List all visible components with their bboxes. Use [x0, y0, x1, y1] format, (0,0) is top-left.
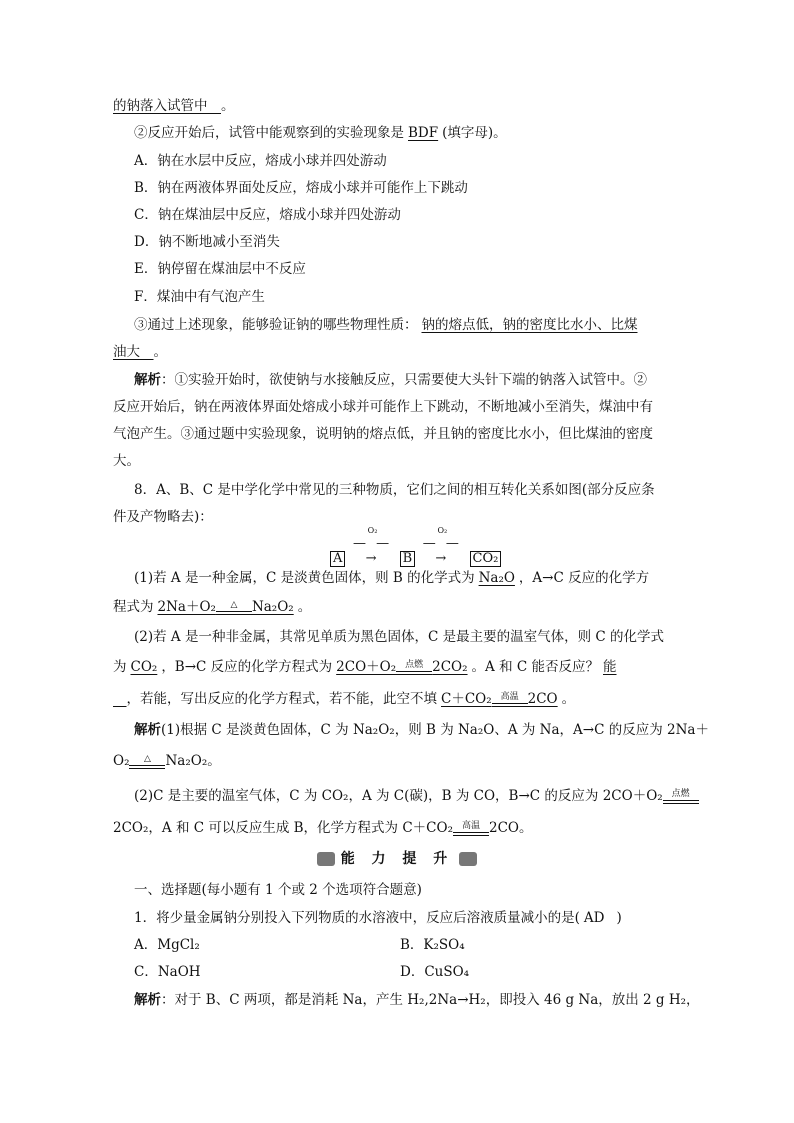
- equation-left: C＋CO₂: [441, 691, 492, 707]
- condition-label: 点燃: [405, 659, 424, 670]
- question-text: ，A→C 反应的化学方: [518, 570, 650, 586]
- question-8: 8．A、B、C 是中学化学中常见的三种物质，它们之间的相互转化关系如图(部分反应条: [134, 482, 655, 498]
- answer-blank: Na₂O: [478, 570, 515, 586]
- arrow-label: O₂: [437, 526, 448, 535]
- analysis-1-line-4: 大。: [113, 453, 140, 469]
- section-heading: [0, 848, 794, 868]
- question-text: 1．将少量金属钠分别投入下列物质的水溶液中，反应后溶液质量减小的是(: [134, 910, 580, 926]
- condition-mark: [663, 790, 699, 804]
- analysis-text: (1)根据 C 是淡黄色固体，C 为 Na₂O₂，则 B 为 Na₂O、A 为 Na，A→C 的反应为 2Na＋: [161, 722, 709, 738]
- question-8-cont: 件及产物略去)：: [113, 509, 213, 525]
- option-a: A．钠在水层中反应，熔成小球并四处游动: [134, 153, 387, 169]
- arrow-label: O₂: [367, 526, 378, 535]
- choice-a: A．MgCl₂: [134, 937, 200, 953]
- line-3: [134, 316, 642, 334]
- punctuation: 。: [297, 599, 312, 615]
- option-e: E．钠停留在煤油层中不反应: [134, 261, 306, 277]
- part-heading: 一、选择题(每小题有 1 个或 2 个选项符合题意): [134, 882, 422, 898]
- quote-open-icon: [317, 852, 335, 866]
- scheme-arrow-1: O₂ — —→: [350, 536, 396, 566]
- analysis-4: [134, 991, 700, 1009]
- option-c: C．钠在煤油层中反应，熔成小球并四处游动: [134, 207, 401, 223]
- choice-d: D．CuSO₄: [400, 964, 470, 980]
- answer-blank: 的钠落入试管中: [113, 98, 208, 114]
- analysis-text: 2CO₂，A 和 C 可以反应生成 B，化学方程式为 C＋CO₂: [113, 820, 453, 836]
- condition-mark: [129, 755, 165, 769]
- sub-question-2-cont: [113, 658, 621, 676]
- line-2: [134, 124, 507, 142]
- question-text: ，B→C 反应的化学方程式为: [161, 659, 333, 675]
- analysis-1-line-3: 气泡产生。③通过题中实验现象，说明钠的熔点低，并且钠的密度比水小，但比煤油的密度: [113, 426, 653, 442]
- analysis-1-line-2: 反应开始后，钠在两液体界面处熔成小球并可能作上下跳动，不断地减小至消失，煤油中有: [113, 399, 653, 415]
- choice-c: C．NaOH: [134, 964, 201, 980]
- condition-label: 高温: [500, 691, 519, 702]
- analysis-text: ：对于 B、C 两项，都是消耗 Na，产生 H₂,2Na→H₂，即投入 46 g Na，放出 2 g H₂，: [161, 992, 700, 1008]
- analysis-label: 解析: [134, 722, 161, 738]
- equation-right: 2CO₂: [432, 659, 468, 675]
- section-title: 能 力 提 升: [340, 851, 454, 867]
- line-3-cont: 油大 。: [113, 344, 167, 360]
- sub-question-1: [134, 569, 649, 587]
- analysis-3: [134, 787, 699, 805]
- condition-label: 点燃: [671, 788, 690, 799]
- equation-left: 2CO＋O₂: [336, 659, 397, 675]
- sub-question-1-cont: [113, 598, 311, 616]
- analysis-text: ：①实验开始时，欲使钠与水接触反应，只需要使大头针下端的钠落入试管中。②: [161, 372, 647, 388]
- choice-b: B．K₂SO₄: [400, 937, 465, 953]
- equation-left: 2Na＋O₂: [157, 599, 216, 615]
- option-b: B．钠在两液体界面处反应，熔成小球并可能作上下跳动: [134, 180, 468, 196]
- analysis-label: 解析: [134, 992, 161, 1008]
- option-d: D．钠不断地减小至消失: [134, 234, 280, 250]
- equation-left: O₂: [113, 753, 130, 769]
- analysis-label: 解析: [134, 372, 161, 388]
- answer: AD: [583, 910, 605, 926]
- condition-mark: [453, 822, 489, 836]
- analysis-2-cont: [113, 752, 221, 770]
- question-text: (填字母)。: [442, 125, 507, 141]
- equation-right: 2CO: [527, 691, 558, 707]
- question-text: ②反应开始后，试管中能观察到的实验现象是: [134, 125, 404, 141]
- question-text: ): [616, 910, 622, 926]
- condition-mark: [492, 693, 528, 707]
- question-text: 程式为: [113, 599, 154, 615]
- option-f: F．煤油中有气泡产生: [134, 289, 265, 305]
- answer-blank: 能: [603, 659, 617, 675]
- question-1: [134, 909, 622, 927]
- question-text: (1)若 A 是一种金属，C 是淡黄色固体，则 B 的化学式为: [134, 570, 475, 586]
- answer-blank: BDF: [408, 125, 439, 141]
- scheme-a: A: [330, 551, 345, 567]
- sub-question-2-cont-2: [113, 690, 575, 708]
- line-1: 的钠落入试管中 。: [113, 98, 235, 114]
- scheme-arrow-2: O₂ — —→: [419, 536, 465, 566]
- quote-close-icon: [459, 852, 477, 866]
- answer-blank: 钠的熔点低，钠的密度比水小、比煤: [421, 317, 638, 333]
- scheme-c: CO₂: [470, 551, 502, 567]
- answer-blank: 油大: [113, 344, 140, 360]
- conversion-scheme: [330, 526, 501, 567]
- condition-label: 高温: [461, 820, 480, 831]
- analysis-text: (2)C 是主要的温室气体，C 为 CO₂，A 为 C(碳)，B 为 CO，B→C 的反应为 2CO＋O₂: [134, 788, 663, 804]
- condition-mark: [396, 661, 432, 675]
- question-text: ，若能，写出反应的化学方程式，若不能，此空不填: [126, 691, 437, 707]
- analysis-1: [134, 371, 647, 389]
- answer-blank: CO₂: [130, 659, 158, 675]
- question-text: 。A 和 C 能否反应？: [471, 659, 599, 675]
- analysis-3-cont: [113, 819, 533, 837]
- equation-right: Na₂O₂: [251, 599, 294, 615]
- condition-label: △: [144, 753, 151, 764]
- condition-label: △: [230, 599, 238, 610]
- scheme-b: B: [400, 551, 416, 567]
- sub-question-2: (2)若 A 是一种非金属，其常见单质为黑色固体，C 是最主要的温室气体，则 C 的化学式: [134, 629, 664, 645]
- question-text: 为: [113, 659, 127, 675]
- question-text: ③通过上述现象，能够验证钠的哪些物理性质：: [134, 317, 418, 333]
- analysis-2: [134, 721, 709, 739]
- equation-right: Na₂O₂。: [165, 753, 221, 769]
- condition-mark: [216, 601, 252, 615]
- punctuation: 。: [561, 691, 576, 707]
- equation-right: 2CO。: [489, 820, 533, 836]
